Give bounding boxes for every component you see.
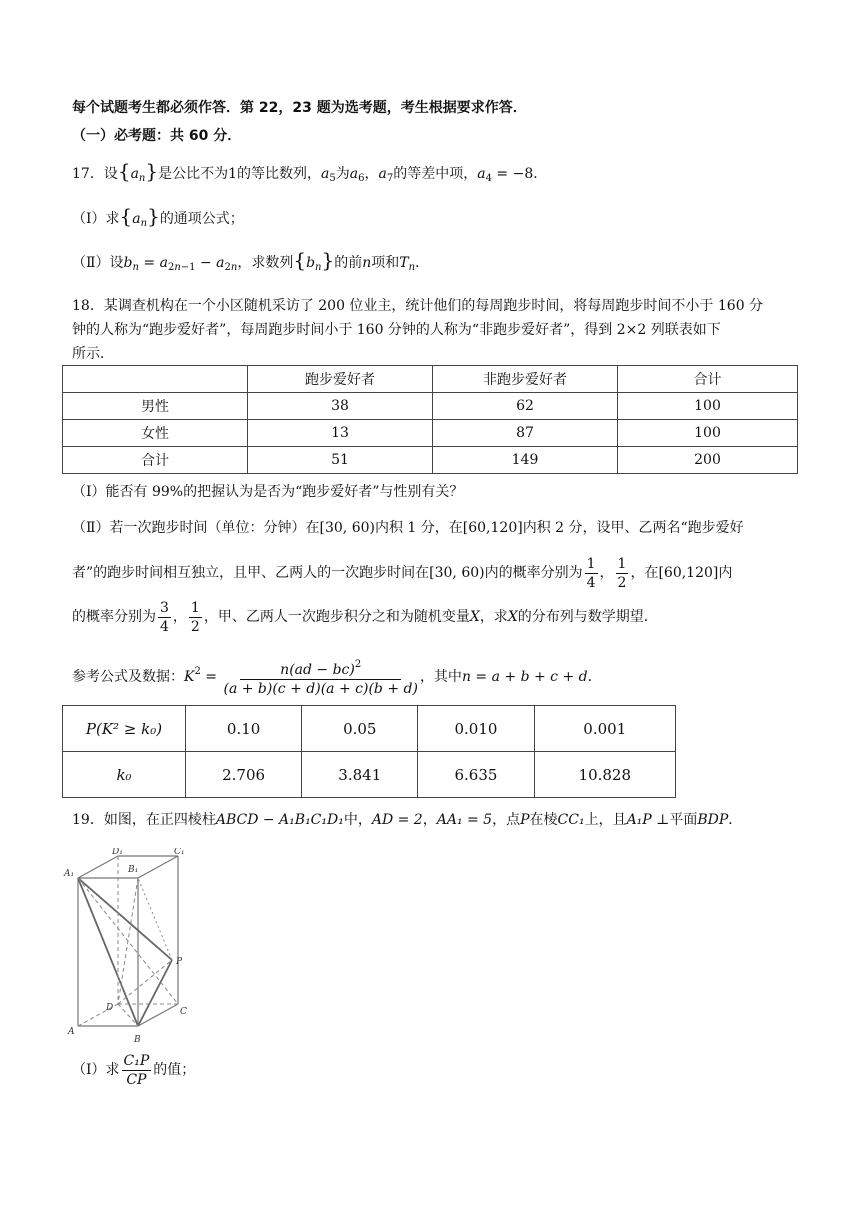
table-row (63, 393, 798, 420)
q18-part1: （Ⅰ）能否有 99%的把握认为是否为“跑步爱好者”与性别有关？ (72, 484, 464, 500)
formula-fraction: $\frac{n(ad - bc)^2}{(a + b)(c + d)(a + c)(b + d)}$ (223, 656, 417, 698)
vertex-label: B (134, 1035, 141, 1045)
table-cell: k₀ (63, 752, 186, 798)
table-cell: 0.010 (418, 706, 534, 752)
vertex-label: D (106, 1003, 114, 1013)
table-cell: 51 (248, 447, 433, 474)
fraction: $\frac{1}{2}$ (617, 555, 627, 591)
table-cell: 0.001 (534, 706, 675, 752)
q17-part1: （Ⅰ）求$\{a_n\}$的通项公式； (72, 204, 244, 229)
q17-part2: （Ⅱ）设$b_n = a_{2n-1} - a_{2n}$，求数列$\{b_n\}$的前n项和$T_n$． (72, 248, 430, 273)
vertex-label: D₁ (112, 848, 123, 857)
table-header-row (63, 366, 798, 393)
critical-value-table (62, 705, 676, 798)
table-cell: 2.706 (186, 752, 302, 798)
table-cell: 149 (433, 447, 618, 474)
table-cell: 合计 (63, 447, 248, 474)
fraction: $\frac{1}{2}$ (190, 599, 200, 635)
table-row (63, 752, 676, 798)
q18-part2-line1: （Ⅱ）若一次跑步时间（单位：分钟）在[30, 60)内积 1 分，在[60,120]内积 2 分，设甲、乙两名“跑步爱好 (72, 520, 744, 536)
table-cell: 10.828 (534, 752, 675, 798)
vertex-label: P (176, 957, 183, 967)
prism-figure (62, 848, 202, 1048)
table-header-cell: 跑步爱好者 (248, 366, 433, 393)
q19-part1: （Ⅰ）求 $\frac{\text{C₁P}}{CP}$ 的值； (72, 1052, 196, 1088)
section-heading: （一）必考题：共 60 分． (72, 128, 242, 144)
table-cell: 0.05 (302, 706, 418, 752)
q19-stem: 19．如图，在正四棱柱ABCD − A₁B₁C₁D₁中，AD = 2，AA₁ = 5，点P在棱CC₁上，且A₁P ⊥平面BDP． (72, 812, 743, 828)
vertex-label: C (180, 1007, 187, 1017)
table-cell: 200 (618, 447, 798, 474)
q18-line2: 钟的人称为“跑步爱好者”，每周跑步时间小于 160 分钟的人称为“非跑步爱好者”，得到 2×2 列联表如下 (72, 322, 721, 338)
table-cell: 3.841 (302, 752, 418, 798)
table-header-cell: 合计 (618, 366, 798, 393)
table-row (63, 706, 676, 752)
vertex-label: B₁ (128, 865, 139, 875)
fraction: $\frac{3}{4}$ (160, 599, 169, 635)
q18-reference-formula: 参考公式及数据：$K^2$ = $\frac{n(ad - bc)^2}{(a + b)(c + d)(a + c)(b + d)}$ ，其中n = a + b + c + d． (72, 650, 602, 699)
fraction: $\frac{\text{C₁P}}{CP}$ (123, 1052, 150, 1088)
table-row (63, 447, 798, 474)
q18-part2-line2: 者”的跑步时间相互独立，且甲、乙两人的一次跑步时间在[30, 60)内的概率分别为 $\frac{1}{4}$ ， $\frac{1}{2}$ ，在[60,120]内 (72, 555, 733, 591)
table-cell: P(K² ≥ k₀) (63, 706, 186, 752)
fraction: $\frac{1}{4}$ (586, 555, 596, 591)
vertex-label: C₁ (174, 848, 185, 857)
q18-part2-line3: 的概率分别为 $\frac{3}{4}$ ， $\frac{1}{2}$ ，甲、乙两人一次跑步积分之和为随机变量X，求X的分布列与数学期望． (72, 599, 658, 635)
vertex-label: A (68, 1027, 75, 1037)
table-cell: 6.635 (418, 752, 534, 798)
table-cell: 100 (618, 393, 798, 420)
q18-line1: 18．某调查机构在一个小区随机采访了 200 位业主，统计他们的每周跑步时间，将每周跑步时间不小于 160 分 (72, 298, 764, 314)
table-cell: 100 (618, 420, 798, 447)
table-header-cell: 非跑步爱好者 (433, 366, 618, 393)
table-cell: 38 (248, 393, 433, 420)
vertex-label: A₁ (64, 869, 75, 879)
table-header-cell (63, 366, 248, 393)
table-cell: 女性 (63, 420, 248, 447)
q17-stem: 17．设$\{a_n\}$是公比不为1的等比数列，$a_5$为$a_6$，$a_7$的等差中项，$a_4 = -8$． (72, 159, 548, 184)
section-instruction: 每个试题考生都必须作答．第 22，23 题为选考题，考生根据要求作答． (72, 100, 527, 116)
table-cell: 13 (248, 420, 433, 447)
table-cell: 62 (433, 393, 618, 420)
contingency-table (62, 365, 798, 474)
q18-line3: 所示． (72, 346, 114, 362)
table-cell: 0.10 (186, 706, 302, 752)
table-cell: 87 (433, 420, 618, 447)
table-cell: 男性 (63, 393, 248, 420)
table-row (63, 420, 798, 447)
